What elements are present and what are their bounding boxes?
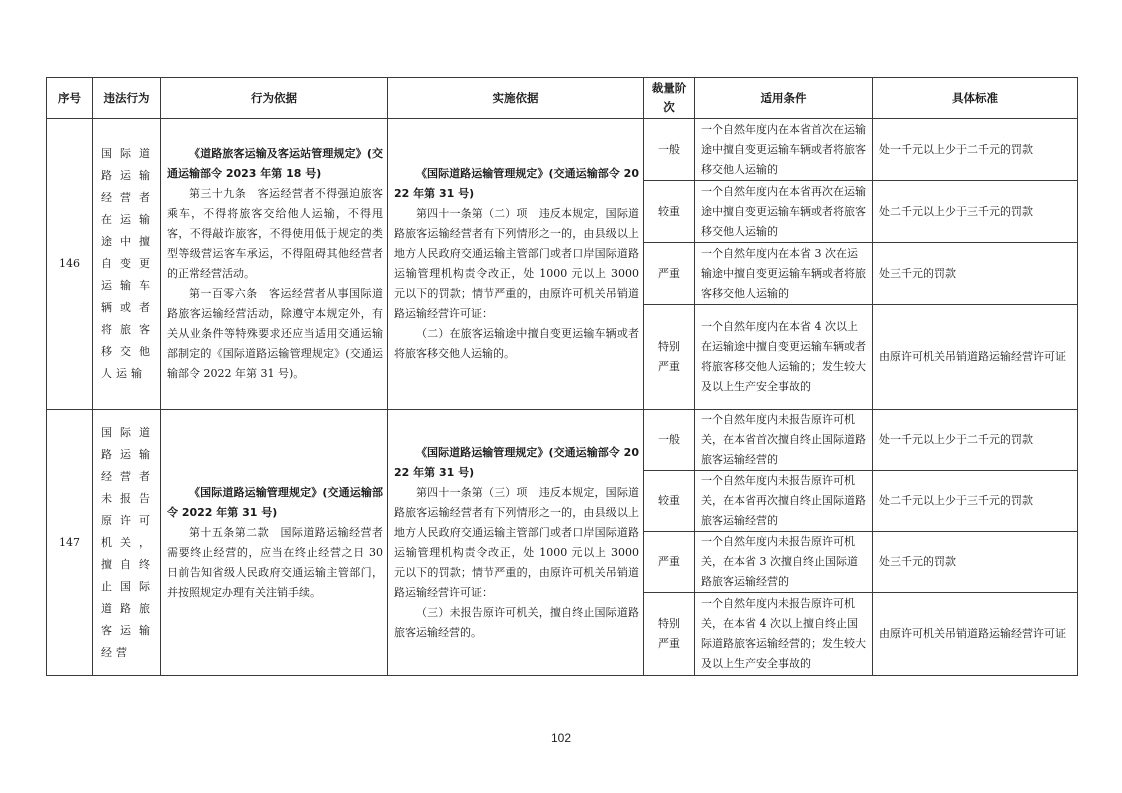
impl-basis-paragraph: （二）在旅客运输途中擅自变更运输车辆或者将旅客移交他人运输的。 (394, 327, 639, 360)
discretion-level: 严重 (644, 532, 695, 593)
impl-basis-cell (388, 410, 644, 676)
table-row (47, 410, 1078, 471)
violation-behavior: 国际道路运输经营者在运输途中擅自变更运输车辆或者将旅客移交他人运输 (93, 119, 161, 410)
header-behavior: 违法行为 (93, 78, 161, 119)
applicable-condition: 一个自然年度内在本省 4 次以上在运输途中擅自变更运输车辆或者将旅客移交他人运输的；发生较大及以上生产安全事故的 (695, 305, 873, 410)
applicable-condition: 一个自然年度内在本省 3 次在运输途中擅自变更运输车辆或者将旅客移交他人运输的 (695, 243, 873, 305)
act-basis-paragraph: 第十五条第二款 国际道路运输经营者需要终止经营的，应当在终止经营之日 30 日前告知省级人民政府交通运输主管部门，并按照规定办理有关注销手续。 (167, 525, 383, 599)
header-impl-basis: 实施依据 (388, 78, 644, 119)
row-number: 147 (47, 410, 93, 676)
act-basis-cell (161, 119, 388, 410)
discretion-level: 严重 (644, 243, 695, 305)
header-condition: 适用条件 (695, 78, 873, 119)
specific-standard: 处三千元的罚款 (873, 243, 1078, 305)
act-basis-paragraph: 第三十九条 客运经营者不得强迫旅客乘车，不得将旅客交给他人运输，不得甩客，不得敲诈旅客，不得使用低于规定的类型等级营运客车承运，不得阻碍其他经营者的正常经营活动。 (167, 187, 383, 280)
applicable-condition: 一个自然年度内未报告原许可机关，在本省再次擅自终止国际道路旅客运输经营的 (695, 471, 873, 532)
impl-basis-paragraph: 第四十一条第（二）项 违反本规定，国际道路旅客运输经营者有下列情形之一的，由县级以上地方人民政府交通运输主管部门或者口岸国际道路运输管理机构责令改正，处 1000 元以上 3000 元以下的罚款；情节严重的，由原许可机关吊销道路运输经营许可证： (394, 207, 639, 320)
act-basis-title: 《国际道路运输管理规定》(交通运输部令 2022 年第 31 号) (167, 485, 383, 519)
header-act-basis: 行为依据 (161, 78, 388, 119)
header-standard: 具体标准 (873, 78, 1078, 119)
applicable-condition: 一个自然年度内在本省首次在运输途中擅自变更运输车辆或者将旅客移交他人运输的 (695, 119, 873, 181)
discretion-level: 特别严重 (644, 305, 695, 410)
applicable-condition: 一个自然年度内未报告原许可机关，在本省 4 次以上擅自终止国际道路旅客运输经营的；发生较大及以上生产安全事故的 (695, 593, 873, 676)
penalty-discretion-table (46, 77, 1078, 676)
discretion-level: 一般 (644, 410, 695, 471)
applicable-condition: 一个自然年度内在本省再次在运输途中擅自变更运输车辆或者将旅客移交他人运输的 (695, 181, 873, 243)
act-basis-title: 《道路旅客运输及客运站管理规定》(交通运输部令 2023 年第 18 号) (167, 147, 383, 180)
specific-standard: 由原许可机关吊销道路运输经营许可证 (873, 305, 1078, 410)
specific-standard: 由原许可机关吊销道路运输经营许可证 (873, 593, 1078, 676)
discretion-level: 较重 (644, 181, 695, 243)
specific-standard: 处二千元以上少于三千元的罚款 (873, 471, 1078, 532)
impl-basis-paragraph: （三）未报告原许可机关，擅自终止国际道路旅客运输经营的。 (394, 605, 639, 639)
impl-basis-cell (388, 119, 644, 410)
row-number: 146 (47, 119, 93, 410)
page-number: 102 (550, 731, 572, 745)
table-header-row (47, 78, 1078, 119)
specific-standard: 处二千元以上少于三千元的罚款 (873, 181, 1078, 243)
discretion-level: 特别严重 (644, 593, 695, 676)
discretion-level: 较重 (644, 471, 695, 532)
header-no: 序号 (47, 78, 93, 119)
violation-behavior: 国际道路运输经营者未报告原许可机关，擅自终止国际道路旅客运输经营 (93, 410, 161, 676)
applicable-condition: 一个自然年度内未报告原许可机关，在本省首次擅自终止国际道路旅客运输经营的 (695, 410, 873, 471)
applicable-condition: 一个自然年度内未报告原许可机关，在本省 3 次擅自终止国际道路旅客运输经营的 (695, 532, 873, 593)
discretion-level: 一般 (644, 119, 695, 181)
impl-basis-paragraph: 第四十一条第（三）项 违反本规定，国际道路旅客运输经营者有下列情形之一的，由县级以上地方人民政府交通运输主管部门或者口岸国际道路运输管理机构责令改正，处 1000 元以上 3000 元以下的罚款；情节严重的，由原许可机关吊销道路运输经营许可证： (394, 485, 639, 599)
act-basis-paragraph: 第一百零六条 客运经营者从事国际道路旅客运输经营活动，除遵守本规定外，有关从业条件等特殊要求还应当适用交通运输部制定的《国际道路运输管理规定》(交通运输部令 2022 年第 31 号)。 (167, 287, 383, 380)
specific-standard: 处一千元以上少于二千元的罚款 (873, 410, 1078, 471)
act-basis-cell (161, 410, 388, 676)
specific-standard: 处三千元的罚款 (873, 532, 1078, 593)
impl-basis-title: 《国际道路运输管理规定》(交通运输部令 2022 年第 31 号) (394, 445, 639, 479)
table-row (47, 119, 1078, 181)
impl-basis-title: 《国际道路运输管理规定》(交通运输部令 2022 年第 31 号) (394, 167, 639, 200)
header-level: 裁量阶次 (644, 78, 695, 119)
specific-standard: 处一千元以上少于二千元的罚款 (873, 119, 1078, 181)
